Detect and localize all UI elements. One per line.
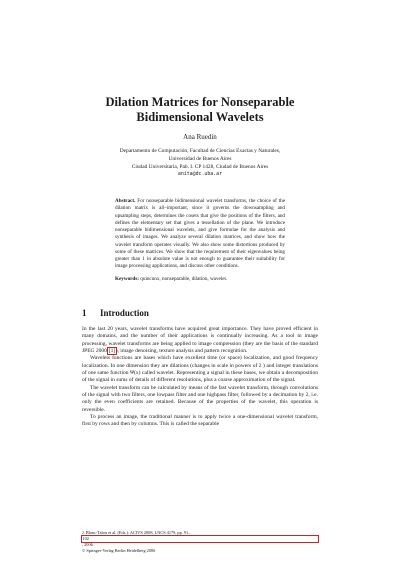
keywords-text: quincunx, nonseparable, dilation, wavelet. [140, 275, 228, 282]
affiliation-line: Ciudad Universitaria, Pab. I. CP 1428, Ciudad de Buenos Aires [131, 163, 269, 170]
section-heading [82, 308, 149, 319]
abstract-label: Abstract. [115, 198, 136, 204]
affiliation [0, 148, 400, 179]
keywords-label: Keywords: [115, 275, 139, 282]
section-title: Introduction [100, 308, 149, 318]
body-paragraph: Wavelets functions are bases which have excellent time (or space) localization, and good frequency localization. In one dimension they are dilations (changes in scale in powers of 2 ) and integer translations of one same function Ψ(x) called wavelet. Representing a signal in these bases, we obtain a decomposition of the signal in sums of details of different resolutions, plus a coarse approximation of the signal. [82, 355, 318, 384]
title-line: Dilation Matrices for Nonseparable [105, 95, 295, 109]
body-text: ), image denoising, texture analysis and pattern recognition. [115, 348, 248, 355]
footer-copyright: © Springer-Verlag Berlin Heidelberg 2006 [82, 548, 156, 553]
author-name: Ana Ruedin [183, 133, 217, 141]
title-line: Bidimensional Wavelets [136, 110, 264, 124]
section-number: 1 [82, 308, 87, 318]
abstract-paragraph [115, 198, 285, 271]
footer-text: J. Blanc-Talon et al. (Eds.): ACIVS 2008, LNCS 4179, pp. 91– [82, 530, 191, 535]
publication-footer [82, 530, 318, 554]
affiliation-line: Universidad de Buenos Aires [168, 155, 232, 162]
citation-link[interactable]: [1] [108, 348, 116, 355]
abstract-text: For nonseparable bidimensional wavelet transforms, the choice of the dilation matrix is all–important, since it governs the downsampling and upsampling steps, determines the cosets that give the positions of the filters, and defines the elementary set that gives a tessellation of the plane. We introduce nonseparable bidimensional wavelets, and give formulae for the analysis and synthesis of images. We analyze several dilation matrices, and show how the wavelet transform operates visually. We also show some distortions produced by some of these matrices. We show that the requirement of their eigenvalues being greater than 1 in absolute value is not enough to guarantee their suitability for image processing applications, and discuss other conditions. [115, 198, 285, 270]
footer-text: , 2006. [82, 542, 94, 547]
body-paragraph: To process an image, the traditional manner is to apply twice a one-dimensional wavelet transform, first by rows and then by columns. This is called the separable [82, 414, 318, 428]
section-body [82, 326, 318, 429]
paper-title [0, 95, 400, 125]
page-range-link[interactable]: 102 [82, 536, 318, 542]
author-email[interactable]: anita@dc.uba.ar [177, 171, 223, 178]
body-paragraph: The wavelet transform can be calculated by means of the fast wavelet transform, through convolutions of the signal with two filters, one lowpass filter and one highpass filter, followed by a decimation by 2, i.e. only the even coefficients are retained. Because of the properties of the wavelet, this operation is reversible. [82, 384, 318, 413]
footer-citation [82, 530, 318, 548]
abstract [115, 198, 285, 283]
body-text: In the last 20 years, wavelet transforms have acquired great importance. They have proved efficient in many domains, and the number of their applications is continually increasing. As a tool in image processing, wavelet transforms are being applied to image compression (they are the basis of the standard JPEG 2000 [82, 326, 318, 355]
keywords-paragraph [115, 276, 285, 283]
affiliation-line: Departamento de Computación, Facultad de Ciencias Exactas y Naturales, [119, 148, 281, 154]
body-paragraph [82, 326, 318, 355]
